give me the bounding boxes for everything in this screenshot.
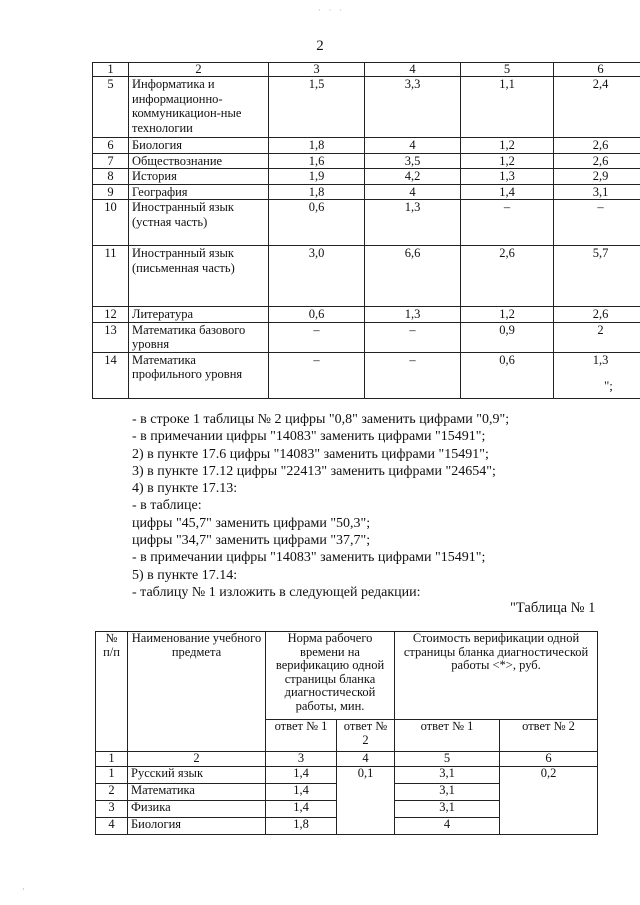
header-subject: Наименование учебного предмета	[128, 632, 266, 752]
cell-value: 2,9	[554, 169, 640, 185]
row-number: 11	[93, 246, 129, 307]
row-number: 4	[96, 817, 128, 834]
cell-value: 5,7	[554, 246, 640, 307]
row-number: 8	[93, 169, 129, 185]
col-header: 2	[129, 63, 269, 77]
table-header-row	[96, 632, 598, 720]
cell-value: –	[269, 352, 365, 398]
col-number: 4	[337, 752, 395, 767]
row-number: 14	[93, 352, 129, 398]
subject-name: История	[129, 169, 269, 185]
text-line: 2) в пункте 17.6 цифры "14083" заменить цифрами "15491";	[132, 446, 489, 462]
col-header: 3	[269, 63, 365, 77]
table-row	[93, 153, 640, 169]
col-header: 5	[461, 63, 554, 77]
cell-value: 2	[554, 322, 640, 352]
subject-name: Физика	[128, 800, 266, 817]
text-line: - в строке 1 таблицы № 2 цифры "0,8" заменить цифрами "0,9";	[132, 412, 510, 427]
text-line: - таблицу № 1 изложить в следующей редакции:	[132, 584, 421, 600]
table-row	[93, 246, 640, 307]
subject-name: Иностранный язык (письменная часть)	[129, 246, 269, 307]
table-row	[93, 77, 640, 138]
col-number: 5	[395, 752, 500, 767]
cell-value: 1,2	[461, 307, 554, 323]
norm-answer-1: 1,4	[266, 800, 337, 817]
cell-value: 1,1	[461, 77, 554, 138]
subject-name: Информатика и информационно-коммуникацион-ные технологии	[129, 77, 269, 138]
subject-name: Русский язык	[128, 766, 266, 783]
cell-value: 1,3	[365, 307, 461, 323]
table-closing-quote: ";	[604, 378, 613, 393]
cell-value: 1,6	[269, 153, 365, 169]
col-number: 6	[500, 752, 598, 767]
cell-value: 3,1	[554, 184, 640, 200]
cell-value: 1,2	[461, 153, 554, 169]
cell-value: 6,6	[365, 246, 461, 307]
norm-answer-1: 1,4	[266, 783, 337, 800]
subject-name: Биология	[128, 817, 266, 834]
cell-value: 4,2	[365, 169, 461, 185]
cell-value: 4	[365, 184, 461, 200]
cell-value: 1,3	[554, 352, 640, 398]
text-line: - в примечании цифры "14083" заменить цифрами "15491";	[132, 429, 486, 445]
table-row	[93, 352, 640, 398]
cost-table-continued	[92, 62, 640, 399]
text-line: цифры "34,7" заменить цифрами "37,7";	[132, 533, 371, 549]
cell-value: 0,6	[269, 200, 365, 246]
cell-value: 0,9	[461, 322, 554, 352]
row-number: 7	[93, 153, 129, 169]
cell-value: –	[365, 322, 461, 352]
subject-name: Обществознание	[129, 153, 269, 169]
cell-value: 1,8	[269, 138, 365, 154]
table-row	[93, 184, 640, 200]
subject-name: Литература	[129, 307, 269, 323]
row-number: 3	[96, 800, 128, 817]
cell-value: 2,4	[554, 77, 640, 138]
text-line: 3) в пункте 17.12 цифры "22413" заменить цифрами "24654";	[132, 463, 496, 479]
cell-value: 1,3	[461, 169, 554, 185]
cell-value: 2,6	[554, 153, 640, 169]
header-answer-2: ответ № 2	[337, 720, 395, 752]
text-line: 4) в пункте 17.13:	[132, 481, 238, 497]
cost-answer-1: 3,1	[395, 783, 500, 800]
table-row	[96, 766, 598, 783]
table-row	[93, 307, 640, 323]
subject-name: Математика профильного уровня	[129, 352, 269, 398]
col-number: 2	[128, 752, 266, 767]
row-number: 10	[93, 200, 129, 246]
header-num: № п/п	[96, 632, 128, 752]
text-line: 5) в пункте 17.14:	[132, 567, 238, 583]
table-row	[93, 138, 640, 154]
cell-value: 1,3	[365, 200, 461, 246]
row-number: 12	[93, 307, 129, 323]
header-answer-1: ответ № 1	[266, 720, 337, 752]
norm-answer-1: 1,8	[266, 817, 337, 834]
subject-name: Биология	[129, 138, 269, 154]
table-row	[93, 322, 640, 352]
cell-value: 3,5	[365, 153, 461, 169]
table-row	[93, 169, 640, 185]
cell-value: 1,9	[269, 169, 365, 185]
cell-value: –	[554, 200, 640, 246]
norm-answer-2: 0,1	[337, 766, 395, 834]
subject-name: Иностранный язык (устная часть)	[129, 200, 269, 246]
cell-value: 1,8	[269, 184, 365, 200]
col-header: 4	[365, 63, 461, 77]
table-row	[93, 200, 640, 246]
cell-value: 4	[365, 138, 461, 154]
cost-answer-1: 3,1	[395, 766, 500, 783]
cell-value: 1,5	[269, 77, 365, 138]
row-number: 1	[96, 766, 128, 783]
col-number: 3	[266, 752, 337, 767]
cell-value: 3,3	[365, 77, 461, 138]
row-number: 9	[93, 184, 129, 200]
verification-cost-table	[95, 631, 598, 835]
row-number: 2	[96, 783, 128, 800]
table-header-row	[93, 63, 640, 77]
col-header: 1	[93, 63, 129, 77]
header-cost-answer-2: ответ № 2	[500, 720, 598, 752]
column-number-row	[96, 752, 598, 767]
row-number: 6	[93, 138, 129, 154]
table-title: "Таблица № 1	[510, 600, 596, 616]
cell-value: 0,6	[461, 352, 554, 398]
cell-value: 2,6	[461, 246, 554, 307]
amendment-text	[132, 411, 509, 601]
cell-value: 2,6	[554, 307, 640, 323]
header-norm: Норма рабочего времени на верификацию одной страницы бланка диагностической работы, мин.	[266, 632, 395, 720]
cell-value: 0,6	[269, 307, 365, 323]
subject-name: География	[129, 184, 269, 200]
cell-value: –	[365, 352, 461, 398]
cell-value: 2,6	[554, 138, 640, 154]
cell-value: –	[269, 322, 365, 352]
page-number: 2	[316, 38, 324, 54]
norm-answer-1: 1,4	[266, 766, 337, 783]
subject-name: Математика базового уровня	[129, 322, 269, 352]
cell-value: 3,0	[269, 246, 365, 307]
scan-artifact: · · ·	[318, 6, 345, 15]
row-number: 13	[93, 322, 129, 352]
col-number: 1	[96, 752, 128, 767]
header-cost: Стоимость верификации одной страницы бланка диагностической работы <*>, руб.	[395, 632, 598, 720]
row-number: 5	[93, 77, 129, 138]
text-line: - в таблице:	[132, 498, 202, 514]
col-header: 6	[554, 63, 640, 77]
cost-answer-1: 4	[395, 817, 500, 834]
scan-artifact: ·	[22, 885, 25, 894]
cell-value: 1,4	[461, 184, 554, 200]
cell-value: –	[461, 200, 554, 246]
subject-name: Математика	[128, 783, 266, 800]
text-line: цифры "45,7" заменить цифрами "50,3";	[132, 515, 371, 531]
cost-answer-1: 3,1	[395, 800, 500, 817]
text-line: - в примечании цифры "14083" заменить цифрами "15491";	[132, 550, 486, 566]
header-cost-answer-1: ответ № 1	[395, 720, 500, 752]
cost-answer-2: 0,2	[500, 766, 598, 834]
cell-value: 1,2	[461, 138, 554, 154]
